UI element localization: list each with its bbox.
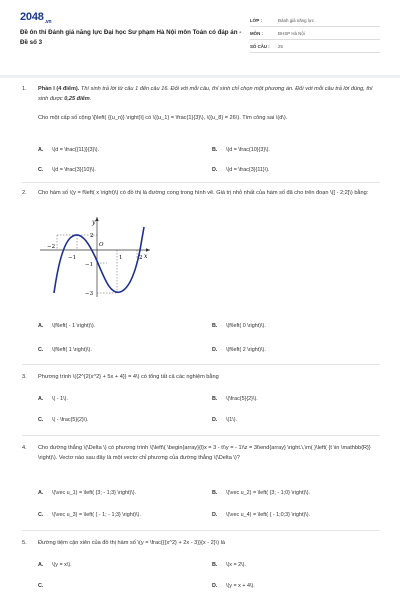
meta-key: SỐ CÂU : (250, 43, 270, 49)
question-stem: Đường tiệm cận xiên của đồ thị hàm số \(y = \frac{{{x^2} + 2x - 3}}{x - 2}\) là (38, 540, 225, 546)
question-separator (22, 182, 380, 183)
logo-text: 2048 (20, 11, 44, 23)
option-5c[interactable]: C. (38, 583, 44, 589)
question-number: 2. (22, 190, 27, 196)
logo-domain: .vn (44, 19, 52, 26)
tick-label-x-m1: −1 (68, 255, 77, 261)
header-divider (0, 75, 400, 78)
y-axis-arrow (95, 217, 98, 221)
x-axis-arrow (146, 248, 150, 251)
tick-label-y-2: 2 (90, 233, 94, 239)
option-1b[interactable]: B. \(d = \frac{10}{3}\). (212, 147, 270, 153)
meta-row-subject (250, 27, 380, 40)
question-stem: Phương trình \({2^{2{x^2} + 5x + 4}} = 4\) có tổng tất cả các nghiệm bằng (38, 374, 219, 380)
option-3c[interactable]: C. \( - \frac{5}{2}\). (38, 417, 89, 423)
part-label: Phần I (4 điểm). (38, 86, 80, 92)
origin-label: O (99, 242, 104, 248)
question-separator (22, 364, 380, 365)
question-number: 1. (22, 86, 27, 92)
question-number: 5. (22, 540, 27, 546)
meta-row-count (250, 40, 380, 53)
option-4c[interactable]: C. \(\vec u_3) = \left( { - 1; - 1;3} \right)\). (38, 512, 141, 518)
question-stem: Cho hàm số \(y = f\left( x \right)\) có đồ thị là đường cong trong hình vẽ. Giá trị nhỏ nhất của hàm số đã cho trên đoạn \([ - 2;2]\) bằng: (38, 190, 369, 196)
exam-meta (250, 14, 380, 53)
meta-key: LỚP : (250, 17, 262, 23)
points-label: 0,25 điểm (64, 96, 90, 102)
question-separator (22, 530, 380, 531)
option-5d[interactable]: D. \(y = x + 4\). (212, 583, 255, 589)
option-4a[interactable]: A. \(\vec u_1) = \left( {3; - 1;3} \right)\). (38, 490, 137, 496)
meta-value: 25 (278, 43, 283, 49)
option-5a[interactable]: A. \(y = x\). (38, 562, 72, 568)
function-graph (40, 215, 152, 297)
question-separator (22, 435, 380, 436)
question-number: 4. (22, 445, 27, 451)
option-3a[interactable]: A. \( - 1\). (38, 396, 68, 402)
question-number: 3. (22, 374, 27, 380)
option-1a[interactable]: A. \(d = \frac{{11}}{3}\). (38, 147, 100, 153)
meta-row-class (250, 14, 380, 27)
option-4d[interactable]: D. \(\vec u_4) = \left( { - 1;0;3} \right)\). (212, 512, 311, 518)
tick-label-y-m1: −1 (85, 262, 94, 268)
question-intro: Phần I (4 điểm). Thí sinh trả lời từ câu 1 đến câu 16. Đối với mỗi câu, thí sinh chỉ chọn một phương án. Đối với mỗi câu trả lời đúng, thí sinh được 0,25 điểm. (38, 86, 373, 102)
graph-svg (40, 215, 152, 297)
option-3d[interactable]: D. \(1\). (212, 417, 238, 423)
option-5b[interactable]: B. \(x = 2\). (212, 562, 246, 568)
option-4b[interactable]: B. \(\vec u_2) = \left( {3; - 1;0} \right)\). (212, 490, 311, 496)
part-instructions: Thí sinh trả lời từ câu 1 đến câu 16. Đối với mỗi câu, thí sinh chỉ chọn một phương án. Đối với mỗi câu trả lời đúng, thí sinh được (38, 86, 373, 102)
meta-value: Đánh giá năng lực (278, 17, 314, 23)
question-stem: Cho đường thẳng \(\Delta \) có phương trình \(\left\{ \begin{array}{l}x = 3 - t\\y = - 1\\z = 3t\end{array} \right.\,\m( }\left( {t \in \mathbb{R}} \right)\). Vectơ nào sau đây là một vectơ chỉ phương của đường thẳng \(\Delta \)? (38, 445, 371, 461)
tick-label-x-2: 2 (139, 255, 143, 261)
option-3b[interactable]: B. \(\frac{5}{2}\). (212, 396, 258, 402)
meta-value: ĐHSP Hà Nội (278, 30, 305, 36)
page-header (0, 0, 400, 72)
question-stem: Cho một cấp số cộng \[\left( {{u_n}} \right)\] có \({u_1} = \frac{1}{3}\), \({u_8} = 26\). Tìm công sai \(d\). (38, 115, 288, 121)
tick-label-y-m3: −3 (85, 291, 94, 297)
x-axis-label: x (144, 253, 148, 260)
option-1c[interactable]: C. \(d = \frac{3}{10}\). (38, 167, 96, 173)
exam-title: Đề ôn thi Đánh giá năng lực Đại học Sư phạm Hà Nội môn Toán có đáp án - Đề số 3 (20, 29, 242, 46)
option-2c[interactable]: C. \(f\left( 1 \right)\). (38, 347, 92, 353)
tick-label-x-1: 1 (119, 255, 123, 261)
meta-key: MÔN : (250, 30, 263, 36)
option-2a[interactable]: A. \(f\left( - 1 \right)\). (38, 323, 96, 329)
site-logo[interactable] (20, 11, 51, 25)
option-1d[interactable]: D. \(d = \frac{3}{11}\). (212, 167, 270, 173)
y-axis-label: y (92, 219, 96, 226)
tick-label-x-m2: −2 (47, 244, 56, 250)
option-2d[interactable]: D. \(f\left( 2 \right)\). (212, 347, 266, 353)
option-2b[interactable]: B. \(f\left( 0 \right)\). (212, 323, 266, 329)
